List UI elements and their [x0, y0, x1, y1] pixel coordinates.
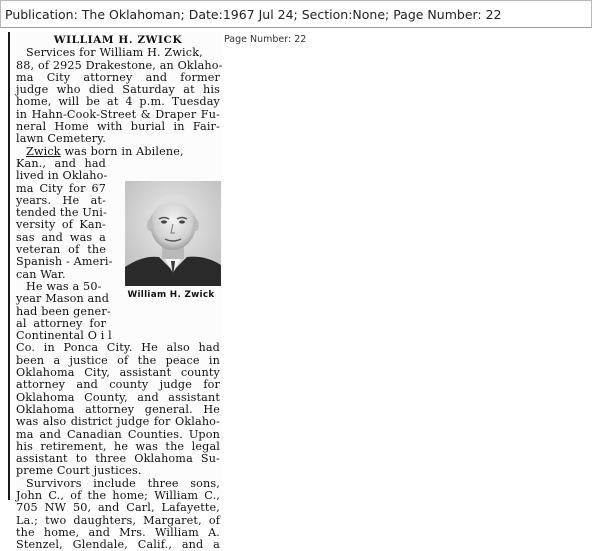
portrait-photo — [125, 181, 221, 286]
header-bar — [0, 0, 592, 28]
article-line: al attorney for — [16, 316, 106, 330]
photo-caption: William H. Zwick — [127, 290, 215, 300]
article-line: can War. — [16, 267, 66, 281]
article-line: La.; two daughters, Margaret, of — [16, 513, 220, 527]
portrait-image — [125, 181, 221, 286]
article-line: Oklahoma attorney general. He — [16, 402, 220, 416]
article-line: judge who died Saturday at his — [16, 83, 220, 97]
publication-info: Publication: The Oklahoman; Date:1967 Jul 24; Section:None; Page Number: 22 — [5, 7, 502, 22]
article-line: veteran of the — [16, 243, 106, 257]
article-line: his retirement, he was the legal — [16, 439, 220, 453]
article-line: the home, and Mrs. William A. — [16, 525, 220, 539]
article-line: had been gener- — [16, 304, 111, 318]
zwick-underlined-name: Zwick — [26, 144, 61, 158]
article-line: been a justice of the peace in — [16, 353, 220, 367]
article-line: was also district judge for Oklaho- — [16, 415, 220, 429]
article-line: John C., of the home; William C., — [16, 488, 220, 502]
article-line: Stenzel, Glendale, Calif., and a — [16, 538, 220, 551]
article-line: years. He at- — [16, 193, 106, 207]
article-line: Co. in Ponca City. He also had — [16, 341, 220, 355]
article-headline: WILLIAM H. ZWICK — [53, 34, 183, 46]
article-line: ma City for 67 — [16, 181, 106, 195]
article-line: attorney and county judge for — [16, 378, 220, 392]
article-line: lived in Oklaho- — [16, 169, 108, 183]
article-line: tended the Uni- — [16, 206, 107, 220]
article-line: preme Court justices. — [16, 464, 142, 478]
article-line: versity of Kan- — [16, 218, 106, 232]
article-line-text: was born in Abilene, — [60, 144, 184, 158]
newspaper-clipping — [8, 32, 223, 551]
article-line: home, will be at 4 p.m. Tuesday — [16, 95, 220, 109]
article-line: assistant to three Oklahoma Su- — [16, 452, 220, 466]
page-number-label: Page Number: 22 — [224, 34, 307, 45]
article-line: sas and was a — [16, 230, 106, 244]
article-line: neral Home with burial in Fair- — [16, 120, 220, 134]
article-line: ma City attorney and former — [16, 70, 220, 84]
article-line: ma and Canadian Counties. Upon — [16, 427, 220, 441]
article-line: lawn Cemetery. — [16, 132, 106, 146]
article-line: Spanish - Ameri- — [16, 255, 113, 269]
article-line: 705 NW 50, and Carl, Lafayette, — [16, 501, 220, 515]
article-line: Survivors include three sons, — [26, 476, 220, 490]
article-line: Oklahoma City, assistant county — [16, 366, 220, 380]
article-line: Services for William H. Zwick, — [26, 46, 203, 60]
article-line: He was a 50- — [26, 279, 102, 293]
article-line: Continental O i l — [16, 329, 112, 343]
article-line: year Mason and — [16, 292, 110, 306]
article-line: 88, of 2925 Drakestone, an Oklaho- — [16, 58, 223, 72]
article-line: Oklahoma County, and assistant — [16, 390, 220, 404]
article-line: Kan., and had — [16, 156, 106, 170]
article-line: in Hahn-Cook-Street & Draper Fu- — [16, 107, 220, 121]
